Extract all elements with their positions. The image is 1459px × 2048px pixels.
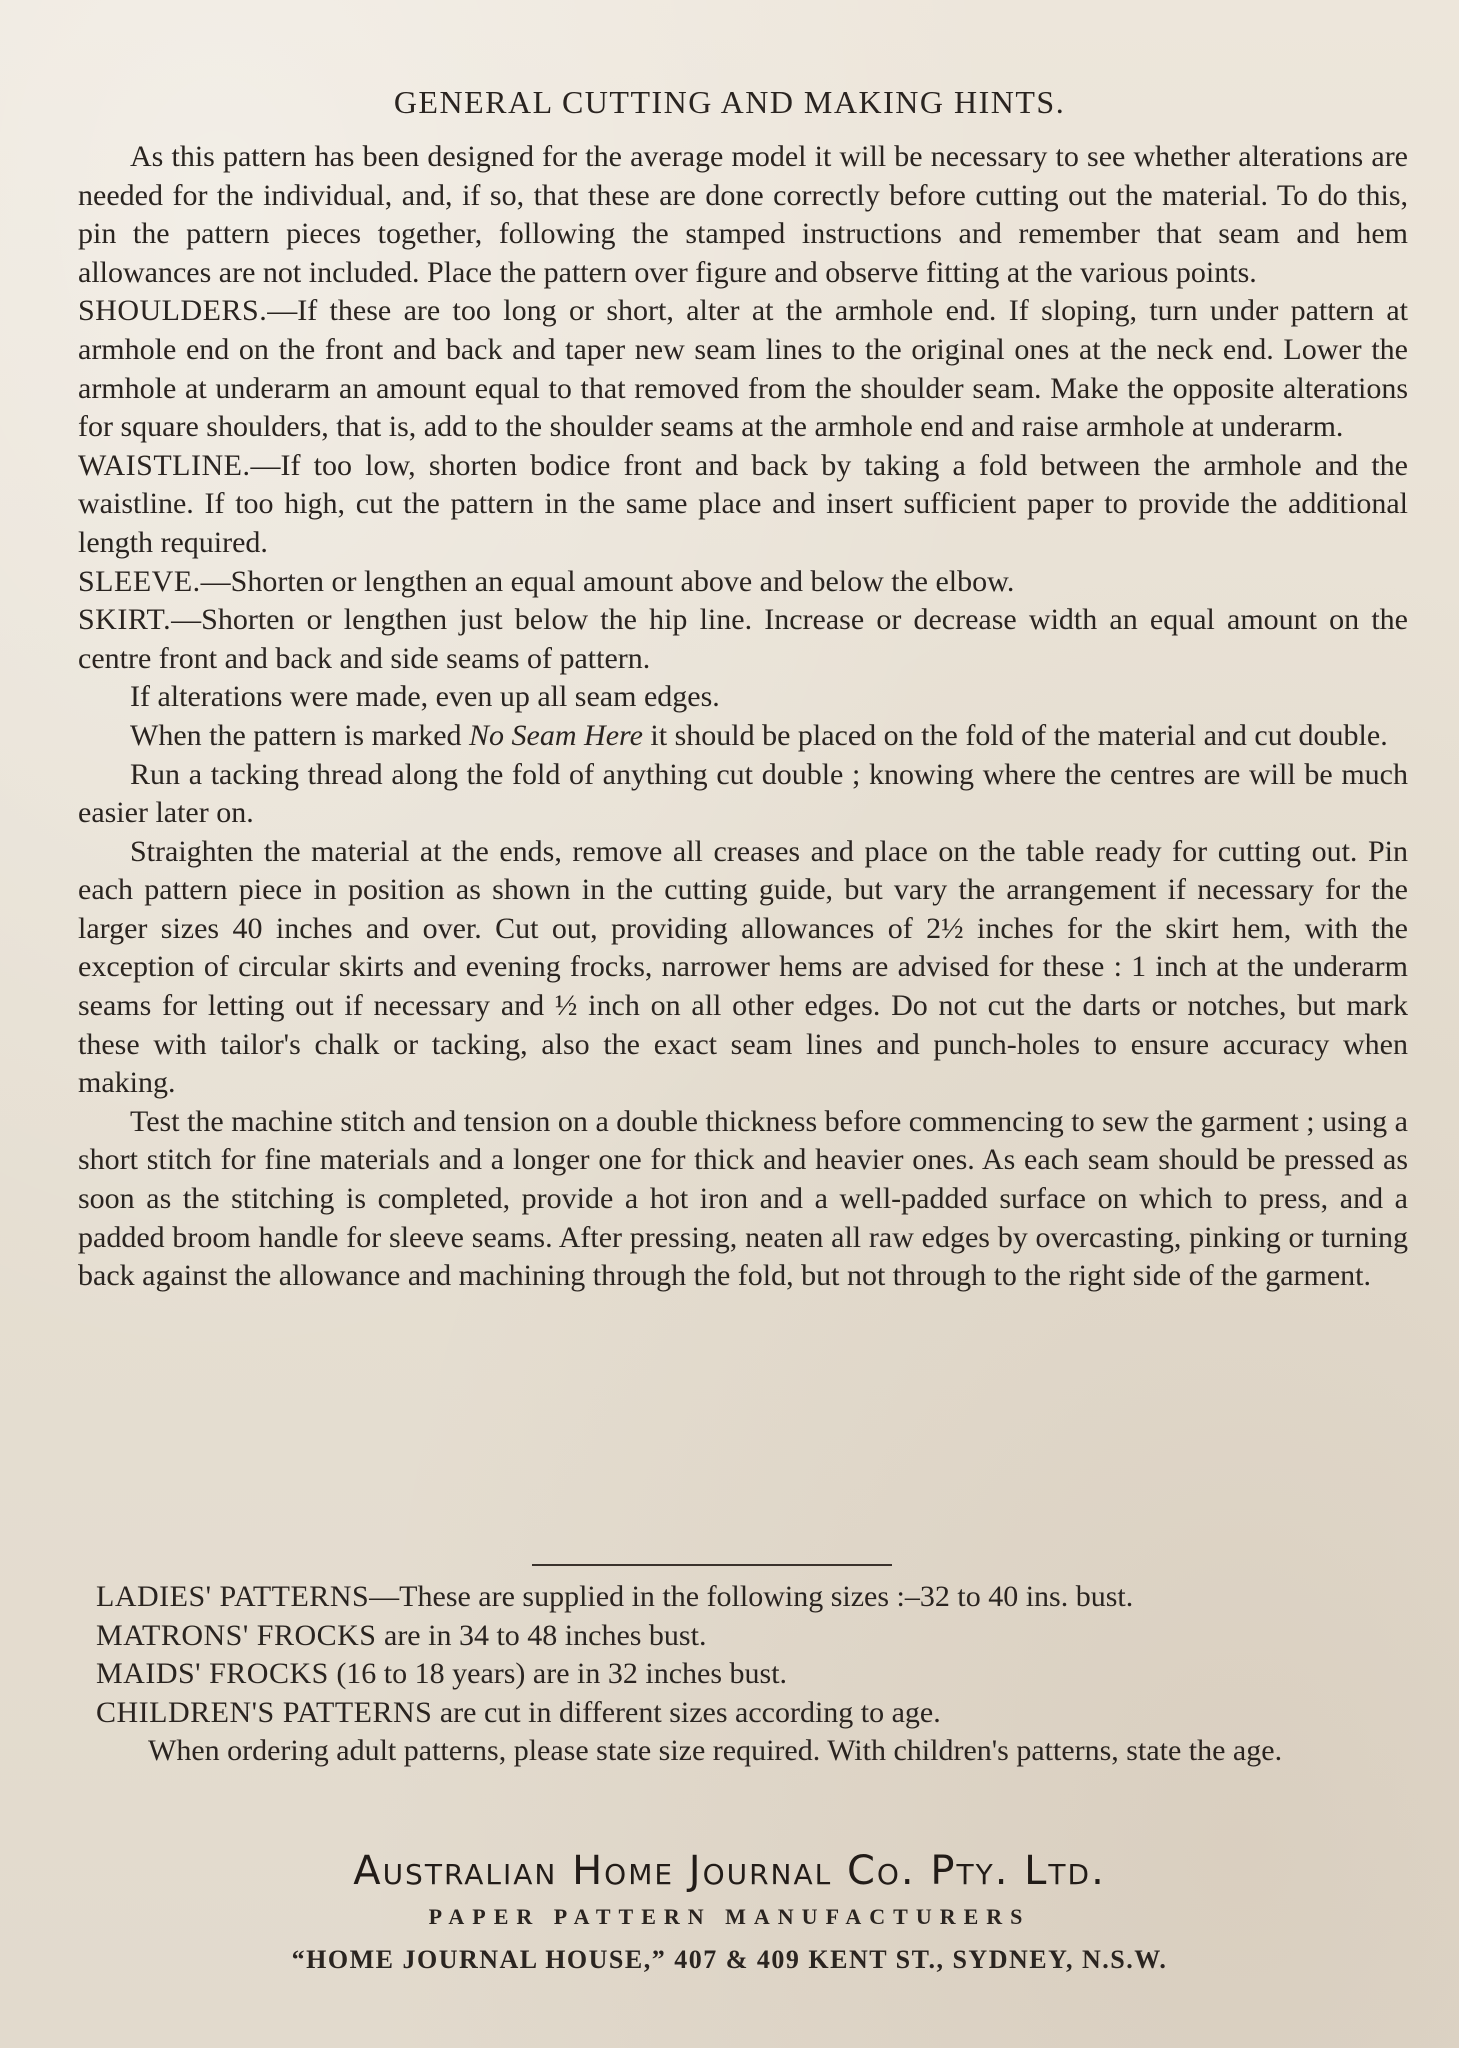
sleeve-heading: SLEEVE. [78,564,201,598]
matrons-sizes [96,1617,1416,1656]
intro-paragraph: As this pattern has been designed for the average model it will be necessary to see whether alterations are needed for the individual, and, if so, that these are done correctly before cutting out the material. To do this, pin the pattern pieces together, following the stamped instructions and remember that seam and hem allowances are not included. Place the pattern over figure and observe fitting at the various points. [78,140,1408,289]
children-text: are cut in different sizes according to age. [432,1695,941,1729]
waistline-text: —If too low, shorten bodice front and back by taking a fold between the armhole and the waistline. If too high, cut the pattern in the same place and insert sufficient paper to provide the additional length required. [78,448,1408,559]
maids-sizes [96,1655,1416,1694]
shoulders-heading: SHOULDERS. [78,294,268,328]
page-title: GENERAL CUTTING AND MAKING HINTS. [393,84,1066,120]
hints-body [78,138,1408,1296]
no-seam-text-before: When the pattern is marked [130,718,470,752]
ladies-sizes [96,1578,1416,1617]
ladies-text: —These are supplied in the following sizes :–32 to 40 ins. bust. [369,1580,1134,1613]
machine-stitch-paragraph: Test the machine stitch and tension on a double thickness before commencing to sew the garment ; using a short stitch for fine materials and a longer one for thick and heavier ones. As each seam should be pressed as soon as the stitching is completed, provide a hot iron and a well-padded surface on which to press, and a padded broom handle for sleeve seams. After pressing, neaten all raw edges by overcasting, pinking or turning back against the allowance and machining through the fold, but not through to the right side of the garment. [78,1104,1408,1293]
no-seam-paragraph [78,717,1408,756]
straighten-paragraph: Straighten the material at the ends, remove all creases and place on the table ready for cutting out. Pin each pattern piece in position as shown in the cutting guide, but vary the arrangement if necessary for the larger sizes 40 inches and over. Cut out, providing allowances of 2½ inches for the skirt hem, with the exception of circular skirts and evening frocks, narrower hems are advised for these : 1 inch at the underarm seams for letting out if necessary and ½ inch on all other edges. Do not cut the darts or notches, but mark these with tailor's chalk or tacking, also the exact seam lines and punch-holes to ensure accuracy when making. [78,834,1408,1100]
publisher-address: “HOME JOURNAL HOUSE,” 407 & 409 KENT ST., SYDNEY, N.S.W. [291,1945,1168,1974]
shoulders-text: —If these are too long or short, alter at the armhole end. If sloping, turn under pattern at armhole end on the front and back and taper new seam lines to the original ones at the neck end. Lower the armhole at underarm an amount equal to that removed from the shoulder seam. Make the opposite alterations for square shoulders, that is, add to the shoulder seams at the armhole end and raise armhole at underarm. [78,294,1408,444]
pattern-sizes-section [96,1578,1416,1771]
skirt-text: —Shorten or lengthen just below the hip line. Increase or decrease width an equal amount on the centre front and back and side seams of pattern. [78,603,1408,675]
ladies-heading: LADIES' PATTERNS [96,1580,370,1613]
maids-text: (16 to 18 years) are in 32 inches bust. [328,1657,788,1691]
no-seam-marking: No Seam Here [469,718,643,752]
matrons-heading: MATRONS' FROCKS [96,1618,377,1652]
skirt-paragraph [78,601,1408,678]
matrons-text: are in 34 to 48 inches bust. [376,1618,707,1652]
sleeve-paragraph [78,563,1408,602]
maids-heading: MAIDS' FROCKS [96,1657,329,1691]
shoulders-paragraph [78,292,1408,446]
waistline-heading: WAISTLINE. [78,448,251,482]
section-divider [532,1564,892,1566]
tacking-paragraph: Run a tacking thread along the fold of anything cut double ; knowing where the centres are will be much easier later on. [78,757,1408,830]
skirt-heading: SKIRT. [78,603,172,637]
waistline-paragraph [78,447,1408,563]
children-sizes [96,1694,1416,1733]
no-seam-text-after: it should be placed on the fold of the material and cut double. [642,718,1388,752]
alterations-paragraph: If alterations were made, even up all seam edges. [130,680,720,714]
ordering-note: When ordering adult patterns, please state size required. With children's patterns, state the age. [148,1734,1283,1768]
children-heading: CHILDREN'S PATTERNS [96,1695,433,1729]
publisher-name: Australian Home Journal Co. Pty. Ltd. [353,1848,1106,1894]
sleeve-text: —Shorten or lengthen an equal amount above and below the elbow. [200,564,1015,598]
publisher-subtitle: PAPER PATTERN MANUFACTURERS [428,1904,1031,1929]
